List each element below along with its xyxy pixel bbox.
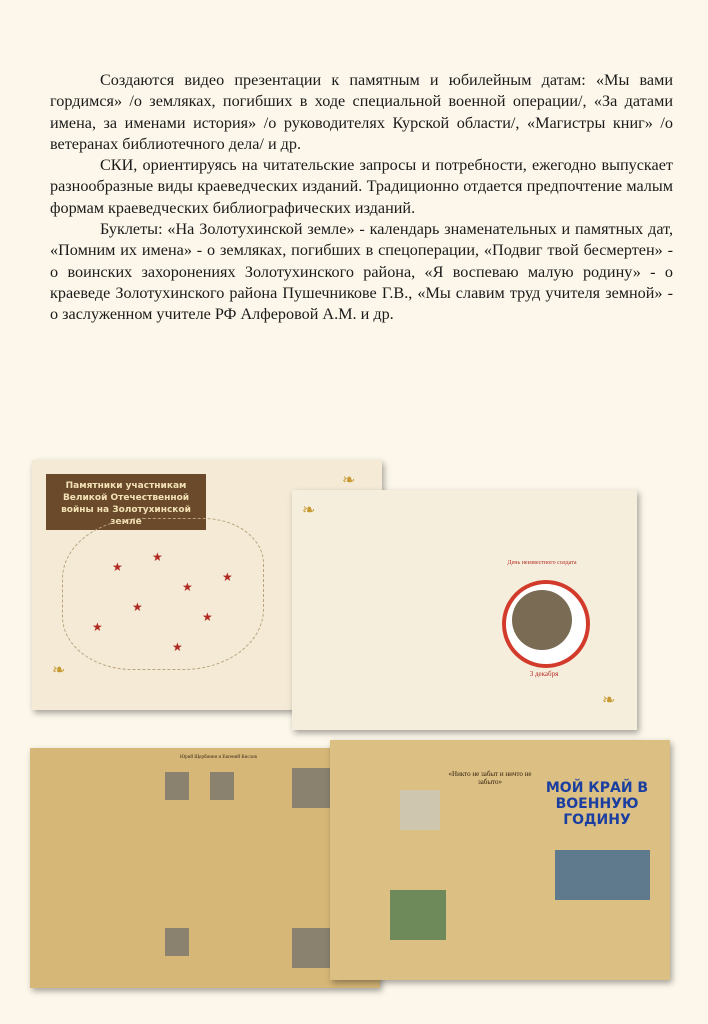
soldier-icon [512,590,572,650]
certificate-photo [400,790,440,830]
star-icon: ★ [152,550,163,564]
region-map [62,518,264,670]
star-icon: ★ [182,580,193,594]
star-icon: ★ [92,620,103,634]
booklet-collage [30,460,670,1000]
monument-photo [555,850,650,900]
paragraph-2: СКИ, ориентируясь на читательские запросы и потребности, ежегодно выпускает разнообразные виды краеведческих изданий. Традиционно отдается предпочтение малым формам краеведческих библиографических изданий. [50,156,673,217]
laurel-icon: ❧ [52,662,66,679]
laurel-icon: ❧ [342,472,356,489]
star-icon: ★ [132,600,143,614]
quote: «Никто не забыт и ничто не забыто» [448,770,532,786]
portrait-photo [165,772,189,800]
laurel-icon: ❧ [302,502,316,519]
paragraph-3: Буклеты: «На Золотухинской земле» - календарь знаменательных и памятных дат, «Помним их имена» - о земляках, погибших в спецоперации, «Подвиг твой бесмертен» - о воинских захоронениях Золотухинского района, «Я воспеваю малую родину» - о краеведе Золотухинского района Пушечникове Г.В., «Мы славим труд учителя земной» - о заслуженном учителе РФ Алферовой А.М. и др. [50,220,673,324]
star-icon: ★ [202,610,213,624]
booklet-unknown-soldier [292,490,637,730]
star-icon: ★ [172,640,183,654]
booklet-title: МОЙ КРАЙ В ВОЕННУЮ ГОДИНУ [545,780,649,828]
star-icon: ★ [112,560,123,574]
booklet-war-years [330,740,670,980]
body-text [50,70,673,326]
badge-text: День неизвестного солдата [507,560,577,566]
heroes-heading: Юрий Щербинин и Евгений Кислов [180,755,257,760]
portrait-photo [210,772,234,800]
badge-date: 3 декабря [529,670,559,678]
portrait-photo [165,928,189,956]
star-icon: ★ [222,570,233,584]
laurel-icon: ❧ [602,692,616,709]
memorial-photo [390,890,446,940]
map-title: Памятники участникам Великой Отечественной войны на Золотухинской земле [46,474,206,530]
paragraph-1: Создаются видео презентации к памятным и юбилейным датам: «Мы вами гордимся» /о земляках, погибших в ходе специальной военной операции/, «За датами имена, за именами история» /о руководителях Курской области/, «Магистры книг» /о ветеранах библиотечного дела/ и др. [50,71,673,153]
booklet-heroes [30,748,380,988]
